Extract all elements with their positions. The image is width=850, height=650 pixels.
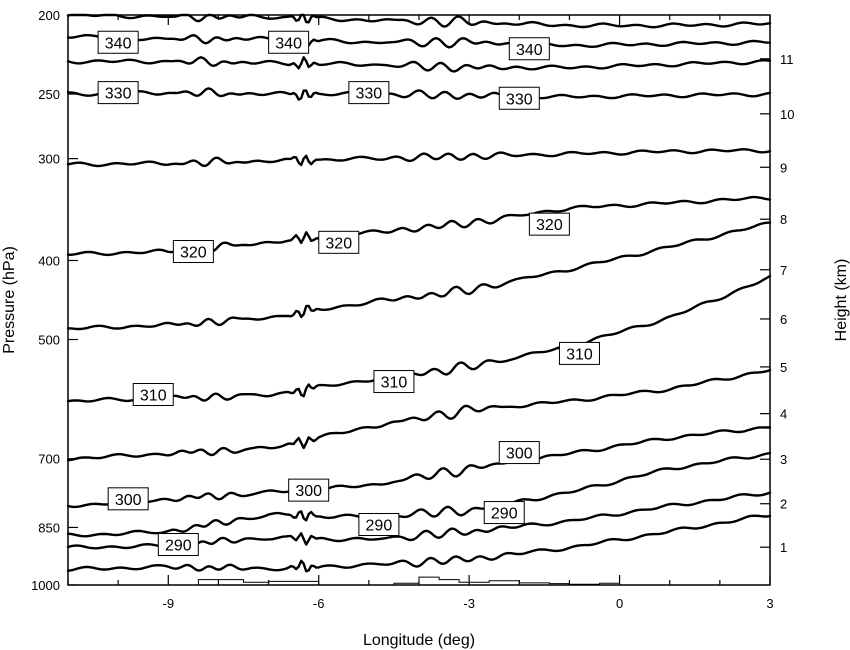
contour-label-text: 300 [505, 445, 533, 463]
x-tick-label: 3 [766, 596, 774, 611]
pressure-tick-label: 300 [38, 151, 60, 167]
x-tick-label: -3 [463, 596, 475, 611]
pressure-tick-label: 1000 [31, 578, 60, 593]
contour-label-text: 290 [490, 505, 518, 523]
pressure-tick-label: 200 [38, 8, 60, 23]
contour-label-text: 300 [114, 491, 142, 509]
contour-label [98, 31, 138, 53]
x-axis-title: Longitude (deg) [362, 632, 476, 649]
contour-label [133, 384, 173, 406]
contour-label [269, 31, 309, 53]
y-axis-title-right: Height (km) [833, 258, 850, 342]
pressure-tick-label: 500 [38, 332, 60, 348]
contour-label [559, 342, 599, 364]
contour-label [173, 241, 213, 263]
height-tick-label: 6 [780, 311, 788, 327]
contour-label-text: 320 [325, 235, 353, 253]
contour-label [289, 479, 329, 501]
contour-label-text: 310 [139, 387, 167, 405]
x-tick-label: 0 [615, 596, 624, 611]
contour-label [499, 442, 539, 464]
contour-label-text: 310 [566, 346, 593, 364]
contour-label [319, 231, 359, 253]
contour-label [374, 371, 414, 393]
contour-label [108, 488, 148, 510]
contour-label [158, 534, 198, 556]
y-axis-title-left: Pressure (hPa) [1, 246, 18, 354]
contour-label-text: 320 [180, 244, 207, 262]
contour-label-text: 290 [164, 537, 192, 555]
height-tick-label: 10 [780, 106, 795, 122]
contour-label-text: 330 [104, 85, 132, 103]
contour-label-text: 340 [104, 35, 132, 53]
contour-label [349, 82, 389, 104]
contour-label-text: 300 [295, 483, 323, 501]
height-tick-label: 7 [780, 262, 788, 278]
contour-label-text: 330 [355, 85, 383, 103]
contour-label [499, 87, 539, 109]
height-tick-label: 4 [780, 406, 788, 422]
pressure-tick-label: 700 [38, 451, 60, 467]
contour-label-text: 340 [275, 35, 302, 53]
contour-label-text: 290 [365, 517, 393, 535]
x-tick-label: -9 [162, 596, 175, 611]
pressure-tick-label: 400 [38, 253, 60, 269]
height-tick-label: 11 [780, 51, 794, 67]
contour-label-text: 310 [380, 374, 408, 392]
contour-label [98, 82, 138, 104]
contour-label [509, 38, 549, 60]
x-tick-label: -6 [312, 596, 325, 611]
height-tick-label: 8 [780, 212, 788, 228]
contour-label-text: 340 [515, 41, 543, 59]
height-tick-label: 1 [780, 540, 788, 556]
contour-label [359, 514, 399, 536]
pressure-tick-label: 850 [38, 520, 60, 536]
pressure-tick-label: 250 [38, 87, 60, 103]
height-tick-label: 3 [780, 452, 788, 468]
contour-label [484, 502, 524, 524]
contour-label-text: 320 [536, 217, 563, 235]
height-tick-label: 5 [780, 359, 788, 375]
height-tick-label: 2 [780, 496, 788, 512]
contour-label-text: 330 [505, 91, 533, 109]
contour-label [529, 213, 569, 235]
height-tick-label: 9 [780, 160, 788, 176]
